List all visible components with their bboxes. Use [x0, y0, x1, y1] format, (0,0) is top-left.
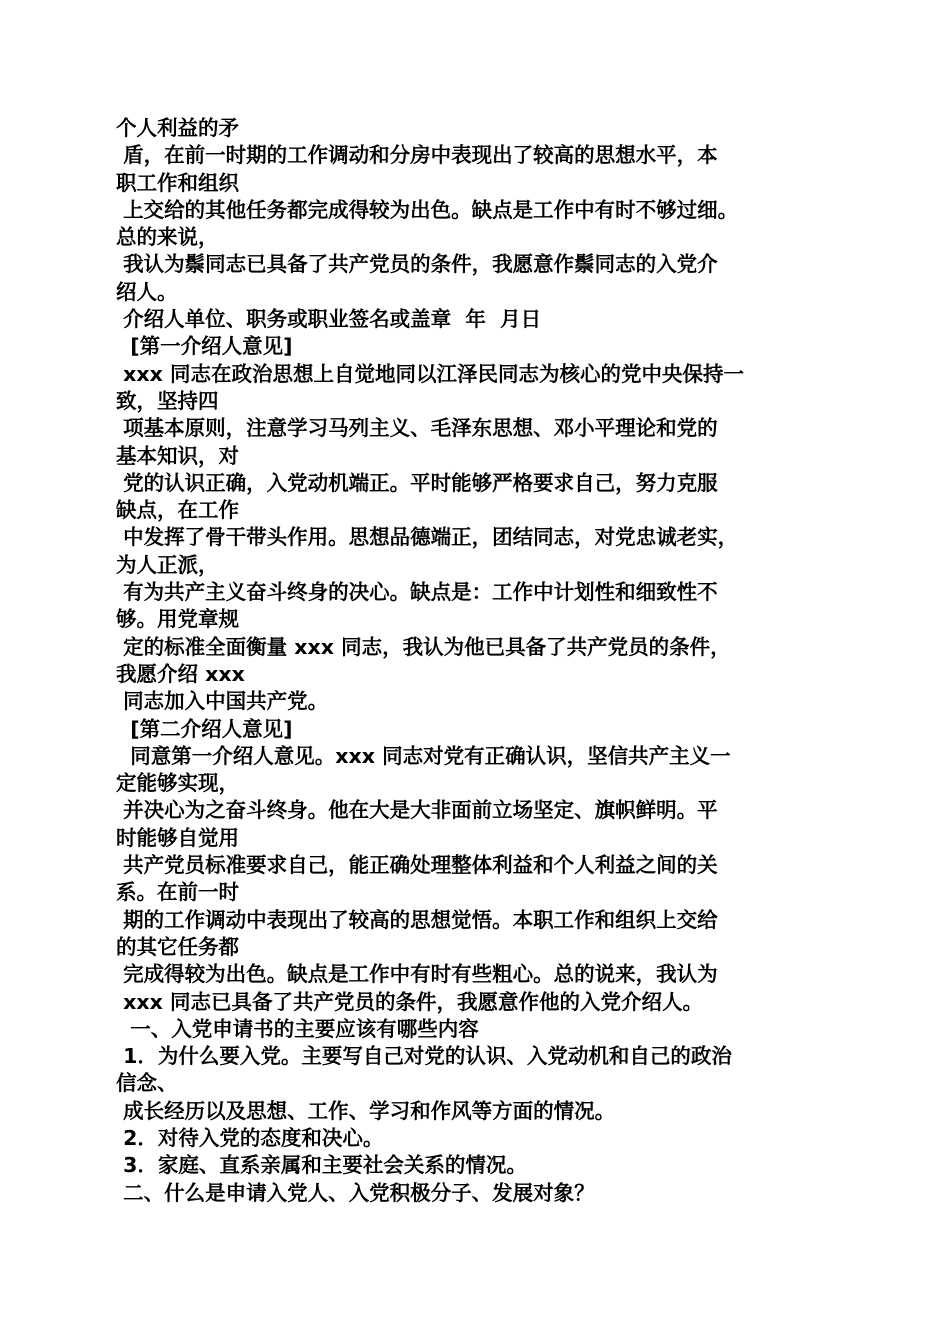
text-line: xxx 同志在政治思想上自觉地同以江泽民同志为核心的党中央保持一: [116, 361, 744, 386]
text-line: 2．对待入党的态度和决心。: [116, 1125, 384, 1150]
text-line: 盾，在前一时期的工作调动和分房中表现出了较高的思想水平，本: [116, 143, 718, 168]
text-line: [第一介绍人意见]: [116, 334, 293, 359]
document-body: [116, 115, 846, 1207]
text-line: 党的认识正确，入党动机端正。平时能够严格要求自己，努力克服: [116, 470, 718, 495]
text-line: 为人正派，: [116, 552, 219, 577]
text-line: 信念、: [116, 1071, 178, 1096]
text-line: 的其它任务都: [116, 934, 239, 959]
text-line: 致，坚持四: [116, 388, 219, 413]
text-line: [第二介绍人意见]: [116, 716, 293, 741]
text-line: 职工作和组织: [116, 170, 239, 195]
text-line: 上交给的其他任务都完成得较为出色。缺点是工作中有时不够过细。: [116, 197, 739, 222]
text-line: 中发挥了骨干带头作用。思想品德端正，团结同志，对党忠诚老实，: [116, 525, 739, 550]
text-line: 3．家庭、直系亲属和主要社会关系的情况。: [116, 1153, 527, 1178]
text-line: 时能够自觉用: [116, 825, 239, 850]
text-line: 基本知识，对: [116, 443, 239, 468]
text-line: 有为共产主义奋斗终身的决心。缺点是：工作中计划性和细致性不: [116, 580, 718, 605]
text-line: 同志加入中国共产党。: [116, 689, 329, 714]
text-line: 定能够实现，: [116, 771, 239, 796]
text-line: 总的来说，: [116, 225, 219, 250]
text-line: 介绍人单位、职务或职业签名或盖章 年 月日: [116, 307, 542, 332]
text-line: 完成得较为出色。缺点是工作中有时有些粗心。总的说来，我认为: [116, 962, 718, 987]
text-line: 我认为鬃同志已具备了共产党员的条件，我愿意作鬃同志的入党介: [116, 252, 718, 277]
text-line: 1．为什么要入党。主要写自己对党的认识、入党动机和自己的政治: [116, 1044, 732, 1069]
text-line: 定的标准全面衡量 xxx 同志，我认为他已具备了共产党员的条件，: [116, 634, 731, 659]
text-line: xxx 同志已具备了共产党员的条件，我愿意作他的入党介绍人。: [116, 989, 703, 1014]
text-line: 够。用党章规: [116, 607, 239, 632]
text-line: 同意第一介绍人意见。xxx 同志对党有正确认识，坚信共产主义一: [116, 743, 731, 768]
text-line: 成长经历以及思想、工作、学习和作风等方面的情况。: [116, 1098, 616, 1123]
text-line: 项基本原则，注意学习马列主义、毛泽东思想、邓小平理论和党的: [116, 416, 718, 441]
text-line: 个人利益的矛: [116, 116, 239, 140]
text-line: 二、什么是申请入党人、入党积极分子、发展对象？: [116, 1180, 595, 1205]
text-line: 缺点，在工作: [116, 498, 239, 523]
text-line: 系。在前一时: [116, 880, 239, 905]
text-line: 并决心为之奋斗终身。他在大是大非面前立场坚定、旗帜鲜明。平: [116, 798, 718, 823]
text-line: 一、入党申请书的主要应该有哪些内容: [116, 1016, 479, 1041]
text-line: 期的工作调动中表现出了较高的思想觉悟。本职工作和组织上交给: [116, 907, 718, 932]
text-line: 共产党员标准要求自己，能正确处理整体利益和个人利益之间的关: [116, 853, 718, 878]
text-line: 我愿介绍 xxx: [116, 661, 245, 686]
text-line: 绍人。: [116, 279, 178, 304]
